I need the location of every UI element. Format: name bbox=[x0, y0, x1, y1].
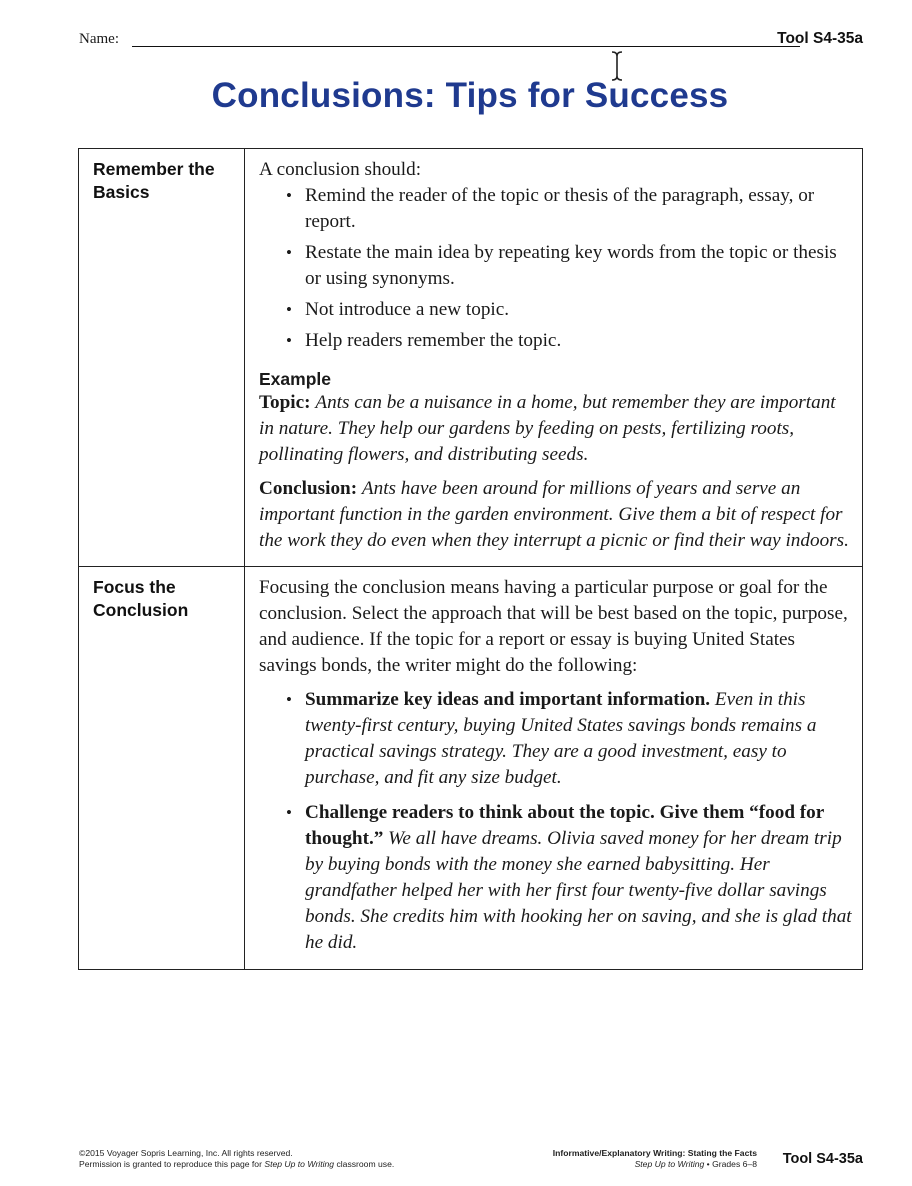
intro-text: Focusing the conclusion means having a particular purpose or goal for the conclusion. Select the approach that will be best based on the topic, purpose, and audience. If the topic for a report or essay is buying United States savings bonds, the writer might do the following: bbox=[259, 577, 848, 676]
list-item bbox=[305, 687, 852, 791]
example-conclusion bbox=[259, 476, 852, 554]
header-row bbox=[79, 28, 863, 50]
list-item: • Remind the reader of the topic or thesis of the paragraph, essay, or report. bbox=[305, 183, 852, 235]
page-title: Conclusions: Tips for Success bbox=[211, 76, 729, 115]
list-item: • Not introduce a new topic. bbox=[305, 297, 852, 323]
intro-text: A conclusion should: bbox=[259, 159, 422, 180]
conclusion-label: Conclusion: bbox=[259, 478, 358, 499]
example-topic bbox=[259, 390, 852, 468]
permission-suffix: classroom use. bbox=[334, 1159, 395, 1169]
tips-table bbox=[78, 148, 863, 970]
permission-text bbox=[79, 1159, 394, 1170]
program-line bbox=[553, 1159, 757, 1170]
footer-tool-id: Tool S4-35a bbox=[782, 1151, 863, 1167]
copyright-text: ©2015 Voyager Sopris Learning, Inc. All rights reserved. bbox=[79, 1148, 293, 1158]
row-content bbox=[245, 567, 863, 970]
table-row bbox=[79, 149, 863, 567]
series-title: Informative/Explanatory Writing: Stating the Facts bbox=[552, 1148, 757, 1158]
list-item: • Restate the main idea by repeating key words from the topic or thesis or using synonyms. bbox=[305, 240, 852, 292]
program-name: Step Up to Writing bbox=[634, 1159, 705, 1169]
topic-text: Ants can be a nuisance in a home, but remember they are important in nature. They help our gardens by feeding on pests, fertilizing roots, pollinating flowers, and distributing seeds. bbox=[259, 392, 836, 465]
table-row bbox=[79, 567, 863, 970]
grades-text: • Grades 6–8 bbox=[704, 1159, 757, 1169]
conclusion-text: Ants have been around for millions of years and serve an important function in the garden environment. Give them a bit of respect for the work they do even when they interrupt a picnic or find their way indoors. bbox=[259, 478, 849, 551]
bullet-bold: Challenge readers to think about the topic. Give them “food for thought.” bbox=[305, 802, 824, 849]
row-label: Focus the Conclusion bbox=[79, 567, 245, 970]
focus-list bbox=[259, 687, 852, 956]
permission-prefix: Permission is granted to reproduce this page for bbox=[79, 1159, 265, 1169]
name-label: Name: bbox=[79, 31, 119, 47]
basics-list bbox=[259, 183, 852, 354]
topic-label: Topic: bbox=[259, 392, 311, 413]
name-input-line[interactable] bbox=[132, 46, 800, 47]
row-content bbox=[245, 149, 863, 567]
example-heading: Example bbox=[259, 369, 331, 389]
bullet-bold: Summarize key ideas and important information. bbox=[305, 689, 711, 710]
bullet-italic: We all have dreams. Olivia saved money for her dream trip by buying bonds with the money she earned babysitting. Her grandfather helped her with her first four twenty-five dollar savings bonds. She credits him with hooking her on saving, and she is glad that he did. bbox=[305, 828, 852, 953]
tool-id: Tool S4-35a bbox=[777, 30, 863, 47]
permission-italic: Step Up to Writing bbox=[264, 1159, 335, 1169]
list-item: • Help readers remember the topic. bbox=[305, 328, 852, 354]
list-item bbox=[305, 800, 852, 956]
footer-copyright bbox=[79, 1148, 394, 1170]
footer-series bbox=[553, 1148, 757, 1170]
bullet-italic: Even in this twenty-first century, buying United States savings bonds remains a practical savings strategy. They are a good investment, easy to purchase, and fit any size budget. bbox=[305, 689, 817, 788]
row-label: Remember the Basics bbox=[79, 149, 245, 567]
